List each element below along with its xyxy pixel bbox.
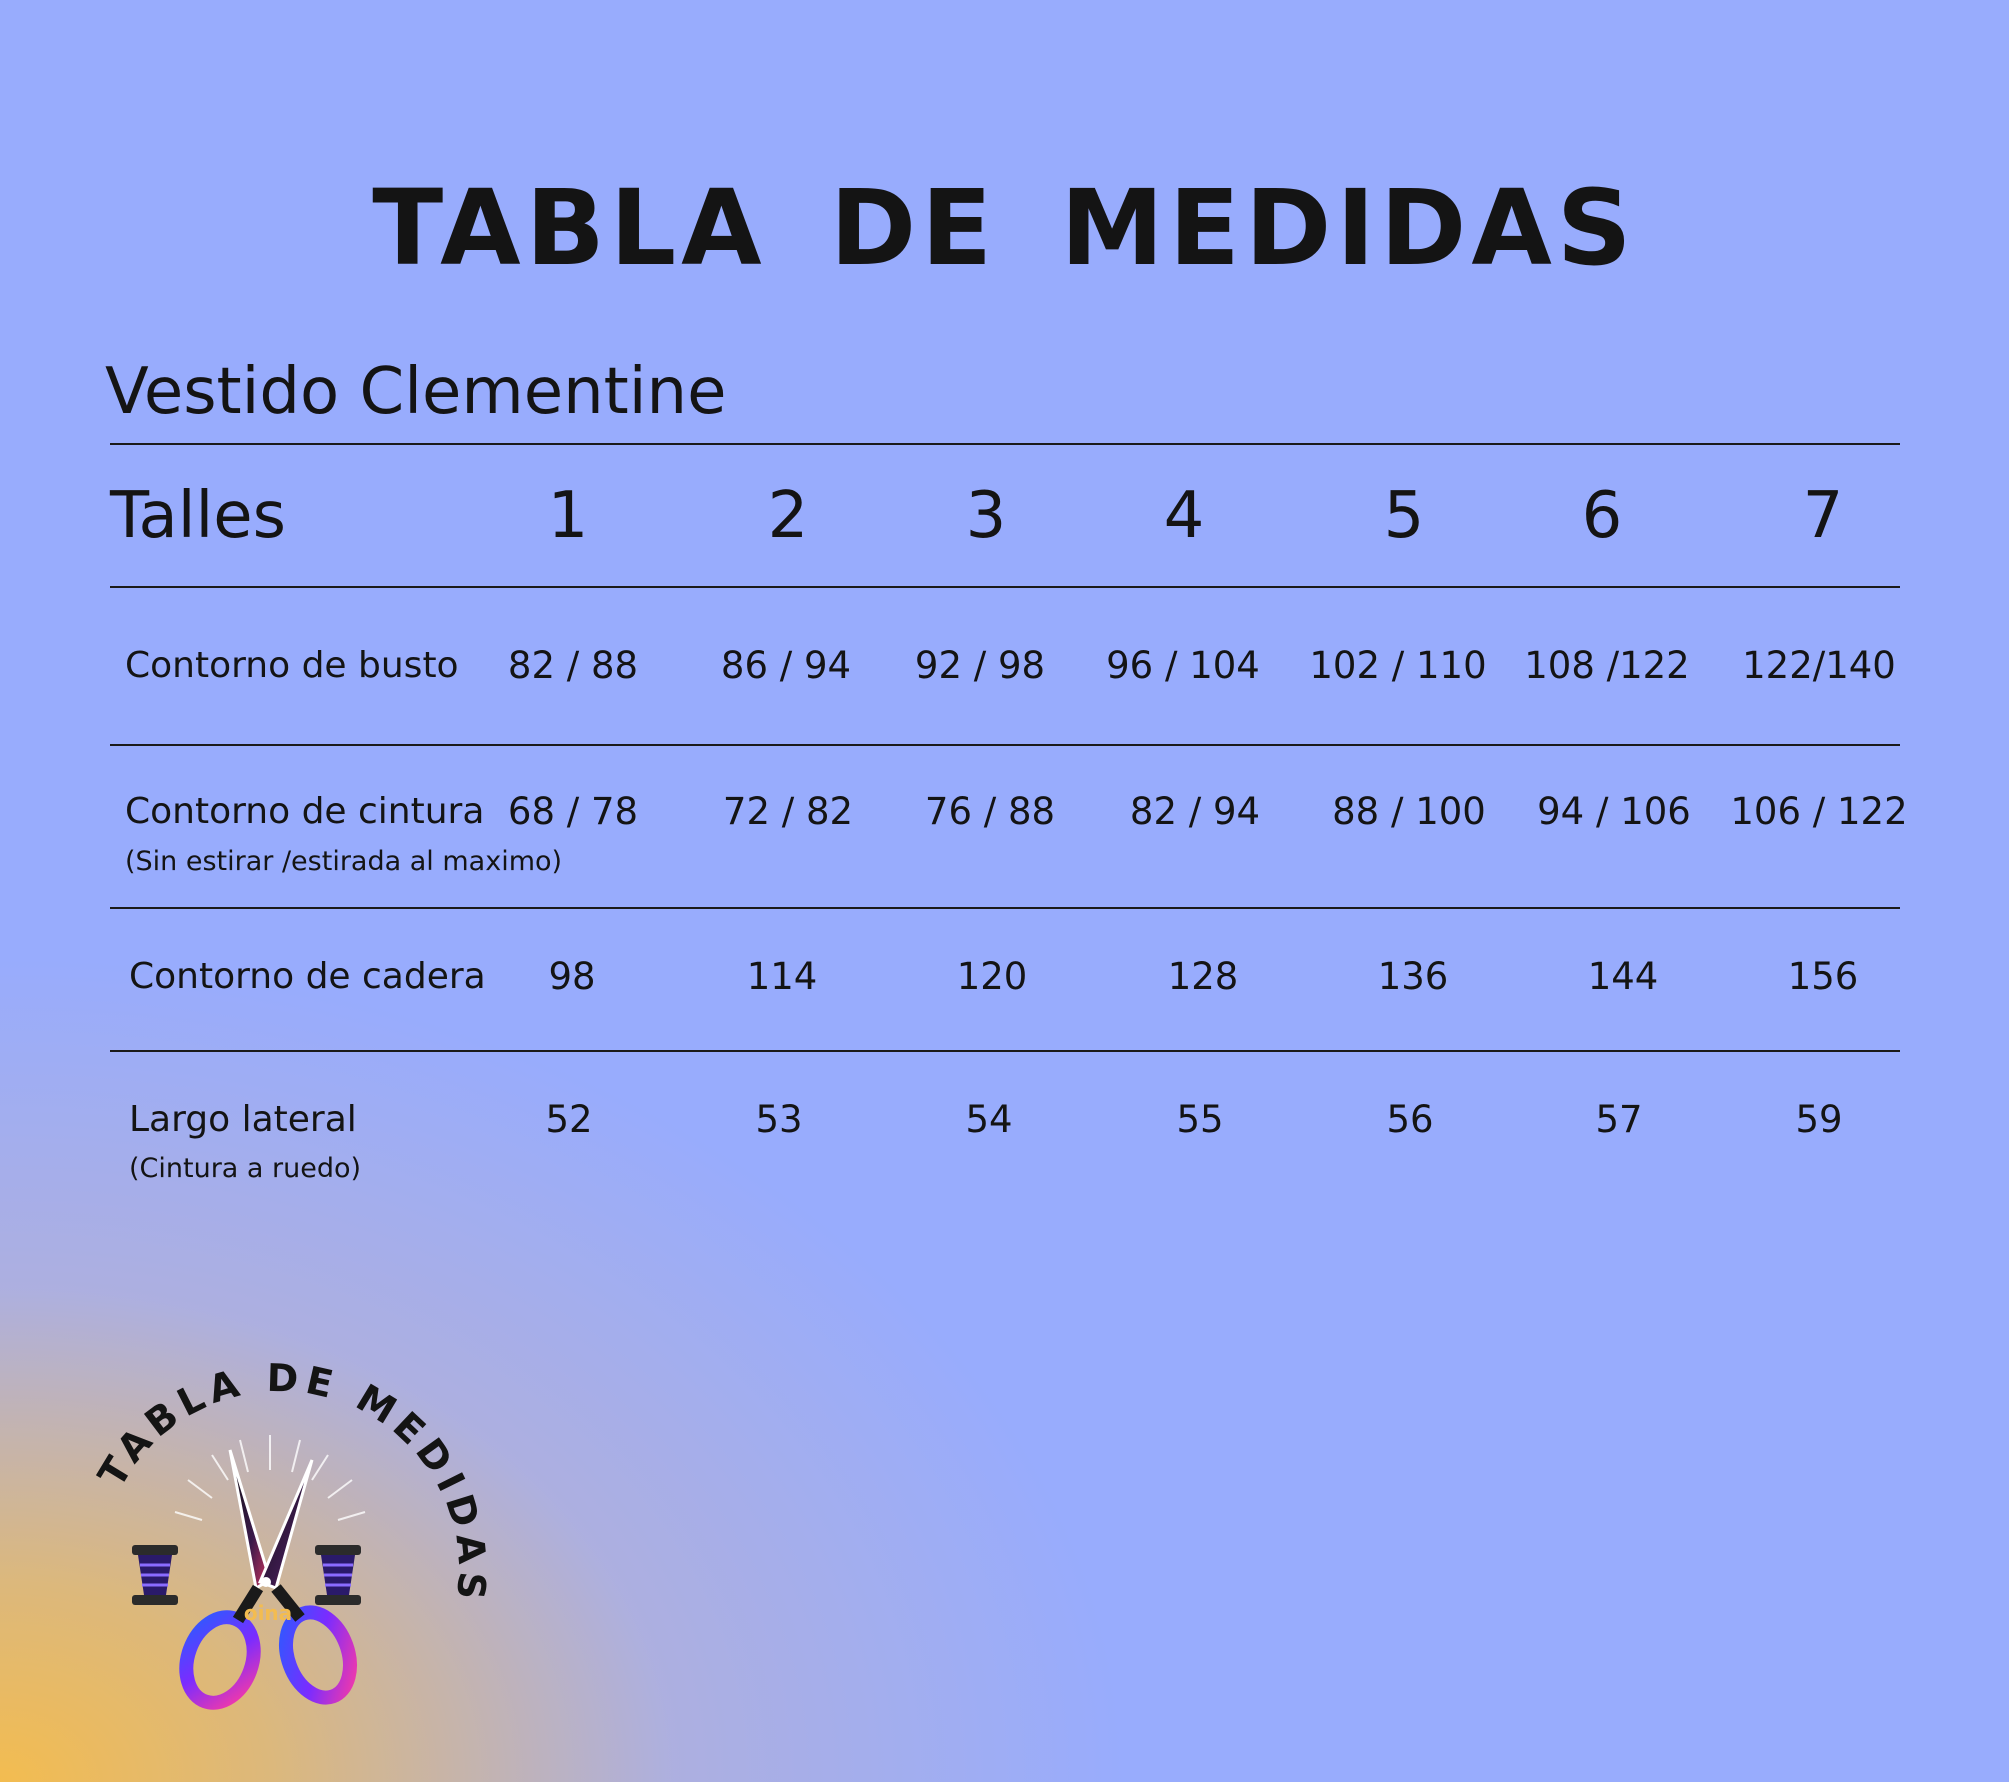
table-cell: 82 / 88 — [507, 644, 639, 687]
table-cell: 57 — [1595, 1098, 1643, 1141]
table-cell: 122/140 — [1742, 644, 1896, 687]
table-divider — [110, 1050, 1900, 1052]
table-divider — [110, 744, 1900, 746]
thread-spool-icon — [132, 1545, 178, 1605]
table-cell: 128 — [1167, 955, 1239, 998]
table-cell: 56 — [1386, 1098, 1434, 1141]
table-cell: 86 / 94 — [720, 644, 852, 687]
sparkle-lines-icon — [175, 1435, 365, 1520]
table-cell: 136 — [1377, 955, 1449, 998]
table-divider — [110, 443, 1900, 445]
table-cell: 92 / 98 — [914, 644, 1046, 687]
product-name: Vestido Clementine — [105, 355, 727, 429]
badge-arc-text: TABLA DE MEDIDAS — [89, 1355, 495, 1608]
table-cell: 94 / 106 — [1537, 790, 1691, 833]
size-header: 3 — [965, 479, 1007, 553]
table-cell: 88 / 100 — [1332, 790, 1486, 833]
table-cell: 98 — [548, 955, 596, 998]
size-header: 5 — [1383, 479, 1425, 553]
size-header: 2 — [767, 479, 809, 553]
size-header: 7 — [1802, 479, 1844, 553]
badge-logo — [80, 1320, 500, 1740]
row-label: Largo lateral — [129, 1099, 357, 1140]
size-header: 6 — [1581, 479, 1623, 553]
row-label: Contorno de cintura — [125, 791, 485, 832]
table-cell: 72 / 82 — [722, 790, 854, 833]
table-cell: 68 / 78 — [507, 790, 639, 833]
table-cell: 76 / 88 — [924, 790, 1056, 833]
table-cell: 120 — [956, 955, 1028, 998]
table-cell: 144 — [1587, 955, 1659, 998]
size-header: 1 — [547, 479, 589, 553]
sizes-header-label: Talles — [110, 479, 286, 553]
table-cell: 52 — [545, 1098, 593, 1141]
table-cell: 106 / 122 — [1730, 790, 1908, 833]
table-cell: 108 /122 — [1524, 644, 1690, 687]
row-label: Contorno de busto — [125, 645, 459, 686]
table-cell: 53 — [755, 1098, 803, 1141]
table-divider — [110, 586, 1900, 588]
row-note: (Cintura a ruedo) — [129, 1153, 362, 1184]
table-cell: 54 — [965, 1098, 1013, 1141]
page-title: TABLA DE MEDIDAS — [372, 167, 1637, 289]
row-label: Contorno de cadera — [129, 956, 486, 997]
table-cell: 114 — [746, 955, 818, 998]
table-cell: 59 — [1795, 1098, 1843, 1141]
table-divider — [110, 907, 1900, 909]
table-cell: 156 — [1787, 955, 1859, 998]
table-cell: 55 — [1176, 1098, 1224, 1141]
row-note: (Sin estirar /estirada al maximo) — [125, 846, 563, 877]
brand-logo-text: oina — [243, 1601, 293, 1625]
size-header: 4 — [1163, 479, 1205, 553]
table-cell: 102 / 110 — [1309, 644, 1487, 687]
table-cell: 82 / 94 — [1129, 790, 1261, 833]
table-cell: 96 / 104 — [1106, 644, 1260, 687]
thread-spool-icon — [315, 1545, 361, 1605]
